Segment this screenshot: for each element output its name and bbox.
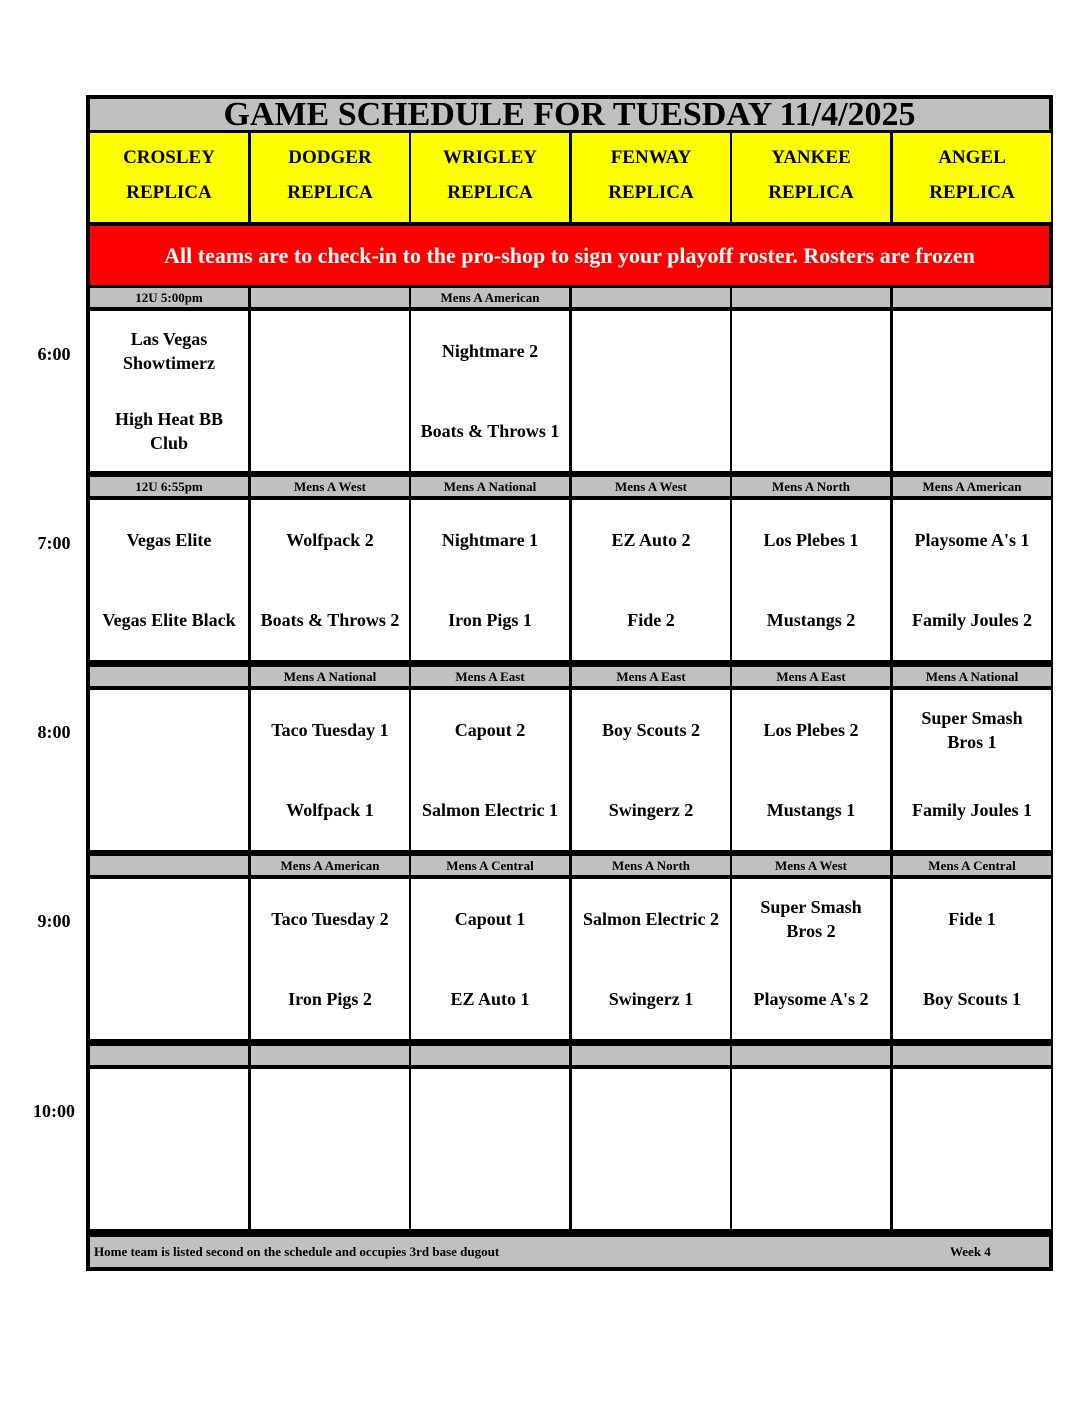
away-team: Nightmare 1 — [441, 530, 539, 550]
game-cell — [893, 311, 1051, 471]
away-team: Taco Tuesday 1 — [271, 720, 389, 740]
home-team: Swingerz 2 — [608, 800, 694, 820]
game-cell — [732, 690, 890, 850]
home-team: Boats & Throws 2 — [260, 610, 400, 630]
game-cell — [90, 1069, 248, 1229]
field-subtitle: REPLICA — [929, 182, 1015, 203]
division-label: Mens A American — [251, 856, 409, 875]
division-label: Mens A West — [732, 856, 890, 875]
game-cell — [732, 311, 890, 471]
game-cell — [411, 1069, 569, 1229]
field-header-yankee — [732, 133, 890, 222]
field-name: FENWAY — [610, 147, 692, 168]
schedule-title: GAME SCHEDULE FOR TUESDAY 11/4/2025 — [90, 99, 1049, 130]
home-team: Vegas Elite Black — [102, 610, 236, 630]
home-team: Family Joules 1 — [912, 800, 1032, 820]
time-label: 7:00 — [37, 533, 71, 553]
division-label: Mens A American — [411, 288, 569, 307]
game-cell — [411, 690, 569, 850]
division-label — [90, 1046, 248, 1065]
home-team: Playsome A's 2 — [753, 989, 869, 1009]
away-team: Super Smash Bros 2 — [760, 897, 862, 941]
game-cell — [411, 311, 569, 471]
field-subtitle: REPLICA — [768, 182, 854, 203]
home-team: Fide 2 — [627, 610, 675, 630]
away-team: Las Vegas Showtimerz — [123, 329, 215, 373]
game-cell — [251, 1069, 409, 1229]
game-cell — [893, 690, 1051, 850]
division-label: Mens A North — [732, 477, 890, 496]
home-team: Iron Pigs 1 — [448, 610, 532, 630]
division-label: 12U 6:55pm — [90, 477, 248, 496]
away-team: Los Plebes 2 — [763, 720, 859, 740]
home-team: EZ Auto 1 — [450, 989, 530, 1009]
footer-note — [90, 1237, 1049, 1267]
field-subtitle: REPLICA — [608, 182, 694, 203]
home-team: Family Joules 2 — [912, 610, 1032, 630]
game-cell — [251, 879, 409, 1039]
away-team: Fide 1 — [948, 909, 996, 929]
home-team: Mustangs 1 — [766, 800, 856, 820]
game-cell — [251, 500, 409, 660]
time-label: 6:00 — [37, 344, 71, 364]
time-label: 9:00 — [37, 911, 71, 931]
game-cell — [90, 879, 248, 1039]
division-label — [572, 288, 730, 307]
division-label — [90, 856, 248, 875]
division-label — [732, 288, 890, 307]
home-team: Salmon Electric 1 — [422, 800, 558, 820]
game-cell — [572, 690, 730, 850]
division-label — [411, 1046, 569, 1065]
home-team: High Heat BB Club — [114, 409, 223, 453]
game-cell — [572, 879, 730, 1039]
field-name: DODGER — [288, 147, 372, 168]
field-header-dodger — [251, 133, 409, 222]
division-label: Mens A Central — [411, 856, 569, 875]
field-name: WRIGLEY — [443, 147, 537, 168]
game-cell — [572, 311, 730, 471]
field-name: YANKEE — [771, 147, 851, 168]
division-label: Mens A National — [893, 667, 1051, 686]
game-cell — [411, 879, 569, 1039]
home-team: Wolfpack 1 — [286, 800, 374, 820]
game-cell — [732, 879, 890, 1039]
away-team: Taco Tuesday 2 — [271, 909, 389, 929]
division-label — [251, 1046, 409, 1065]
division-label: Mens A North — [572, 856, 730, 875]
division-label: Mens A East — [411, 667, 569, 686]
away-team: Super Smash Bros 1 — [921, 708, 1023, 752]
game-cell — [572, 1069, 730, 1229]
game-cell — [411, 500, 569, 660]
field-header-wrigley — [411, 133, 569, 222]
game-cell — [251, 311, 409, 471]
home-team: Iron Pigs 2 — [288, 989, 372, 1009]
away-team: Vegas Elite — [126, 530, 212, 550]
schedule-table — [86, 95, 1053, 1271]
time-label: 10:00 — [33, 1101, 75, 1121]
field-header-fenway — [572, 133, 730, 222]
division-label: Mens A West — [572, 477, 730, 496]
time-label: 8:00 — [37, 722, 71, 742]
home-team: Boy Scouts 1 — [922, 989, 1021, 1009]
division-label: Mens A National — [411, 477, 569, 496]
away-team: Los Plebes 1 — [763, 530, 859, 550]
division-label: Mens A West — [251, 477, 409, 496]
home-team: Mustangs 2 — [766, 610, 856, 630]
division-label — [90, 667, 248, 686]
game-cell — [893, 879, 1051, 1039]
away-team: Playsome A's 1 — [914, 530, 1030, 550]
division-label — [732, 1046, 890, 1065]
game-cell — [732, 500, 890, 660]
division-label — [572, 1046, 730, 1065]
away-team: EZ Auto 2 — [611, 530, 691, 550]
field-name: ANGEL — [938, 147, 1006, 168]
game-cell — [90, 500, 248, 660]
game-cell — [893, 1069, 1051, 1229]
division-label: Mens A American — [893, 477, 1051, 496]
field-header-crosley — [90, 133, 248, 222]
away-team: Capout 1 — [454, 909, 526, 929]
division-label: Mens A East — [732, 667, 890, 686]
away-team: Boy Scouts 2 — [601, 720, 700, 740]
home-team: Boats & Throws 1 — [420, 421, 560, 441]
home-team: Swingerz 1 — [608, 989, 694, 1009]
checkin-notice-banner: All teams are to check-in to the pro-shop to sign your playoff roster. Rosters are frozen — [90, 226, 1049, 285]
game-cell — [90, 311, 248, 471]
division-label — [251, 288, 409, 307]
field-subtitle: REPLICA — [447, 182, 533, 203]
game-cell — [572, 500, 730, 660]
division-label — [893, 1046, 1051, 1065]
field-name: CROSLEY — [123, 147, 215, 168]
field-header-angel — [893, 133, 1051, 222]
week-label: Week 4 — [950, 1244, 991, 1259]
game-cell — [732, 1069, 890, 1229]
division-label: Mens A National — [251, 667, 409, 686]
game-cell — [251, 690, 409, 850]
away-team: Wolfpack 2 — [286, 530, 374, 550]
division-label: Mens A Central — [893, 856, 1051, 875]
field-subtitle: REPLICA — [126, 182, 212, 203]
game-cell — [90, 690, 248, 850]
division-label: 12U 5:00pm — [90, 288, 248, 307]
field-subtitle: REPLICA — [287, 182, 373, 203]
away-team: Salmon Electric 2 — [583, 909, 719, 929]
away-team: Nightmare 2 — [441, 341, 539, 361]
division-label: Mens A East — [572, 667, 730, 686]
footer-home-team-note: Home team is listed second on the schedule and occupies 3rd base dugout — [94, 1244, 500, 1259]
division-label — [893, 288, 1051, 307]
game-cell — [893, 500, 1051, 660]
away-team: Capout 2 — [454, 720, 526, 740]
